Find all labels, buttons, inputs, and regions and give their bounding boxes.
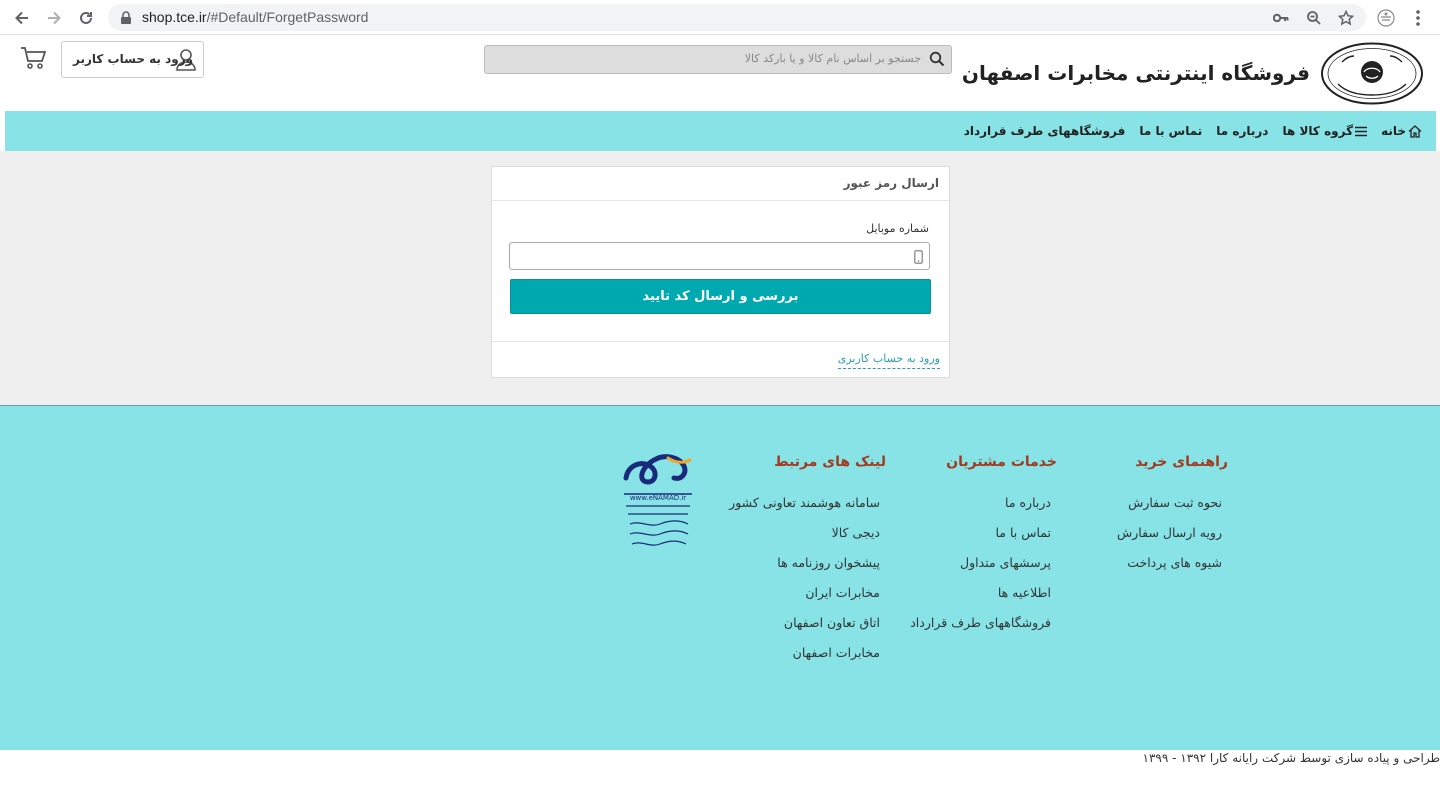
forget-password-card (491, 166, 950, 378)
cart-icon[interactable] (20, 46, 46, 74)
nav-item-label: گروه کالا ها (1282, 124, 1354, 138)
url-path: /#Default/ForgetPassword (206, 9, 369, 25)
star-icon[interactable] (1337, 9, 1355, 27)
reload-icon[interactable] (74, 6, 98, 30)
enamad-badge[interactable] (618, 434, 698, 554)
search-placeholder: جستجو بر اساس نام کالا و یا بارکد کالا (744, 52, 921, 65)
footer-link[interactable]: دیجی کالا (831, 525, 880, 540)
footer-link[interactable]: اطلاعیه ها (997, 585, 1051, 600)
search-input[interactable] (484, 45, 952, 74)
nav-item-contact[interactable] (1139, 124, 1202, 138)
enamad-url: www.eNAMAD.ir (629, 494, 687, 502)
footer-column-title: راهنمای خرید (1135, 454, 1228, 470)
nav-item-label: درباره ما (1216, 124, 1269, 138)
browser-toolbar (0, 0, 1440, 35)
site-footer (0, 405, 1440, 750)
footer-link[interactable]: اتاق تعاون اصفهان (783, 615, 880, 630)
mobile-input[interactable] (509, 242, 930, 270)
footer-link[interactable]: سامانه هوشمند تعاونی کشور (729, 495, 880, 510)
card-header (492, 167, 949, 201)
card-title: ارسال رمز عبور (843, 176, 939, 190)
login-button[interactable] (61, 41, 204, 78)
copyright-text: طراحی و پیاده سازی توسط شرکت رایانه کارا ۱۳۹۲ - ۱۳۹۹ (1142, 751, 1440, 765)
forward-icon[interactable] (42, 6, 66, 30)
mobile-label: شماره موبایل (866, 222, 929, 235)
nav-item-label: خانه (1381, 124, 1406, 138)
home-icon (1408, 125, 1422, 138)
key-icon[interactable] (1272, 9, 1290, 27)
extension-icon[interactable] (1374, 6, 1398, 30)
footer-link[interactable]: فروشگاههای طرف قرارداد (910, 615, 1051, 630)
footer-link[interactable]: درباره ما (1005, 495, 1051, 510)
nav-item-stores[interactable] (964, 124, 1126, 138)
main-content (0, 151, 1440, 405)
footer-column-shopping-guide (1117, 454, 1228, 584)
footer-column-related-links (729, 454, 886, 674)
login-account-link[interactable]: ورود به حساب کاربری (838, 352, 940, 369)
address-bar[interactable] (108, 4, 1366, 31)
footer-column-title: لینک های مرتبط (774, 454, 886, 470)
footer-column-customer-service (910, 454, 1057, 644)
url-host: shop.tce.ir (142, 9, 207, 25)
nav-item-categories[interactable] (1282, 124, 1367, 138)
nav-item-label: فروشگاههای طرف قرارداد (963, 124, 1126, 138)
lock-icon (120, 10, 132, 29)
footer-column-title: خدمات مشتریان (946, 454, 1057, 470)
submit-button[interactable]: بررسی و ارسال کد تایید (510, 279, 931, 314)
card-divider (492, 341, 949, 342)
site-header (0, 36, 1440, 111)
footer-link[interactable]: رویه ارسال سفارش (1117, 525, 1222, 540)
more-menu-icon[interactable] (1406, 6, 1430, 30)
footer-link[interactable]: مخابرات ایران (805, 585, 880, 600)
zoom-icon[interactable] (1305, 9, 1323, 27)
search-icon[interactable] (929, 51, 945, 71)
footer-link[interactable]: مخابرات اصفهان (792, 645, 880, 660)
menu-icon (1355, 126, 1367, 137)
footer-link[interactable]: نحوه ثبت سفارش (1128, 495, 1222, 510)
nav-item-home[interactable] (1381, 124, 1422, 138)
footer-link[interactable]: شیوه های پرداخت (1127, 555, 1222, 570)
footer-link[interactable]: تماس با ما (995, 525, 1051, 540)
login-label: ورود به حساب کاربر (73, 52, 194, 66)
main-navbar (5, 111, 1436, 151)
site-title[interactable]: فروشگاه اینترنتی مخابرات اصفهان (961, 61, 1310, 85)
url-text (142, 9, 368, 25)
nav-item-label: تماس با ما (1139, 124, 1203, 138)
mobile-phone-icon (914, 249, 923, 268)
footer-link[interactable]: پرسشهای متداول (960, 555, 1051, 570)
back-icon[interactable] (10, 6, 34, 30)
footer-link[interactable]: پیشخوان روزنامه ها (777, 555, 880, 570)
tce-logo[interactable] (1320, 42, 1424, 105)
nav-item-about[interactable] (1216, 124, 1268, 138)
